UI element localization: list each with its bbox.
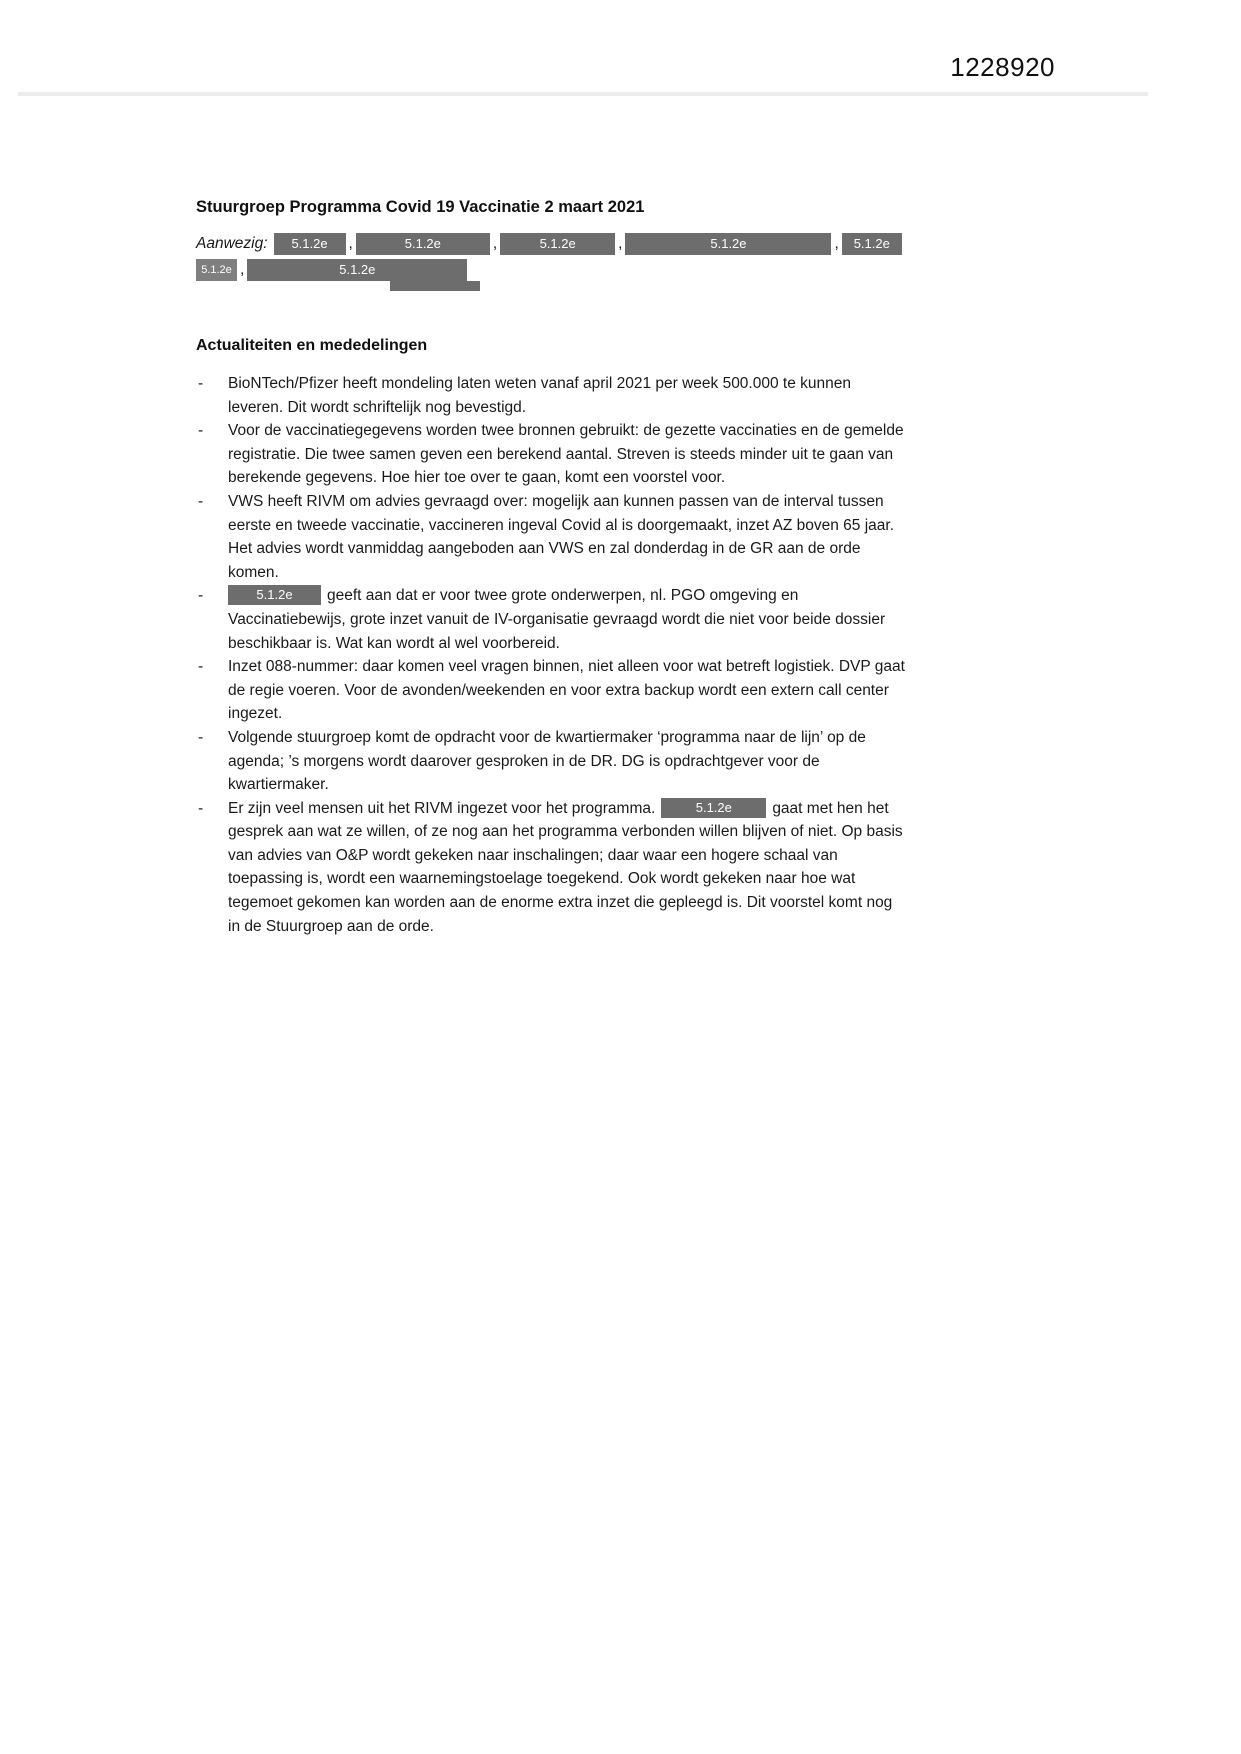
list-item: [196, 797, 908, 939]
section-heading: Actualiteiten en mededelingen: [196, 337, 428, 354]
list-item: [196, 490, 908, 584]
bullet-text: [228, 655, 908, 726]
bullet-text-run: Voor de vaccinatiegegevens worden twee bronnen gebruikt: de gezette vaccinaties en de gemelde registratie. Die twee samen geven een berekend aantal. Streven is steeds minder uit te gaan van berekende gegevens. Hoe hier toe over te gaan, komt een voorstel voor.: [228, 422, 904, 487]
list-item: [196, 655, 908, 726]
redaction-box: 5.1.2e: [228, 585, 321, 605]
list-item: [196, 372, 908, 419]
separator: ,: [492, 235, 498, 252]
redaction-box: 5.1.2e: [274, 233, 346, 255]
attendees-row-1: [196, 232, 908, 256]
separator: ,: [618, 235, 623, 252]
bullet-text-run: gaat met hen het gesprek aan wat ze willen, of ze nog aan het programma verbonden willen blijven of niet. Op basis van advies van O&P wordt gekeken naar inschalingen; daar waar een hogere schaal van toepassing is, wordt een waarnemingstoelage toegekend. Ook wordt gekeken naar hoe wat tegemoet gekomen kan worden aan de enorme extra inzet die gepleegd is. Dit voorstel komt nog in de Stuurgroep aan de orde.: [228, 799, 903, 935]
bullet-dash: -: [198, 375, 204, 392]
redaction-box: 5.1.2e: [842, 233, 902, 255]
bullet-dash: -: [198, 658, 204, 676]
list-item: [196, 584, 908, 655]
separator: ,: [240, 261, 245, 278]
scan-artifact-line: [18, 92, 1148, 96]
bullet-text-run: BioNTech/Pfizer heeft mondeling laten weten vanaf april 2021 per week 500.000 te kunnen leveren. Dit wordt schriftelijk nog bevestigd.: [228, 375, 851, 416]
redaction-box: 5.1.2e: [196, 259, 237, 281]
bullet-list: [196, 372, 908, 938]
bullet-text-run: Volgende stuurgroep komt de opdracht voor de kwartiermaker ‘programma naar de lijn’ op de agenda; ’s morgens wordt daarover gesproken in de DR. DG is opdrachtgever voor de kwartiermaker.: [228, 728, 866, 794]
list-item: [196, 726, 908, 797]
separator: ,: [834, 235, 839, 252]
page-title: Stuurgroep Programma Covid 19 Vaccinatie 2 maart 2021: [196, 198, 645, 216]
document-number: 1228920: [950, 52, 1055, 82]
bullet-text-run: Er zijn veel mensen uit het RIVM ingezet voor het programma.: [228, 799, 656, 817]
redaction-box-extension: [390, 281, 480, 291]
redaction-box: 5.1.2e: [500, 233, 615, 255]
bullet-text: [228, 584, 908, 655]
bullet-dash: -: [198, 492, 204, 510]
bullet-dash: -: [198, 422, 204, 440]
redaction-box: 5.1.2e: [661, 798, 766, 818]
bullet-dash: -: [198, 587, 204, 605]
list-item: [196, 419, 908, 490]
attendees-row-2: [196, 258, 908, 282]
bullet-text: [228, 490, 908, 584]
bullet-dash: -: [198, 728, 204, 746]
attendees-block: [196, 232, 908, 282]
redaction-box: 5.1.2e: [625, 233, 831, 255]
document-content: [196, 197, 908, 938]
bullet-text: [228, 797, 908, 939]
bullet-dash: -: [198, 799, 204, 817]
bullet-text-run: VWS heeft RIVM om advies gevraagd over: mogelijk aan kunnen passen van de interval tussen eerste en tweede vaccinatie, vaccineren ingeval Covid al is doorgemaakt, inzet AZ boven 65 jaar. Het advies wordt vanmiddag aangeboden aan VWS en zal donderdag in de GR aan de orde komen.: [228, 492, 895, 581]
attendees-label: Aanwezig:: [196, 235, 268, 252]
bullet-text-run: geeft aan dat er voor twee grote onderwerpen, nl. PGO omgeving en Vaccinatiebewijs, grote inzet vanuit de IV-organisatie gevraagd wordt die niet voor beide dossier beschikbaar is. Wat kan wordt al wel voorbereid.: [228, 587, 886, 652]
redaction-box: 5.1.2e: [356, 233, 490, 255]
bullet-text-run: Inzet 088-nummer: daar komen veel vragen binnen, niet alleen voor wat betreft logistiek. DVP gaat de regie voeren. Voor de avonden/weekenden en voor extra backup wordt een extern call center ingezet.: [228, 658, 905, 723]
separator: ,: [348, 235, 353, 252]
bullet-text: [228, 726, 908, 797]
bullet-text: [228, 419, 908, 490]
bullet-text: [228, 372, 908, 419]
redaction-box: 5.1.2e: [247, 259, 467, 281]
